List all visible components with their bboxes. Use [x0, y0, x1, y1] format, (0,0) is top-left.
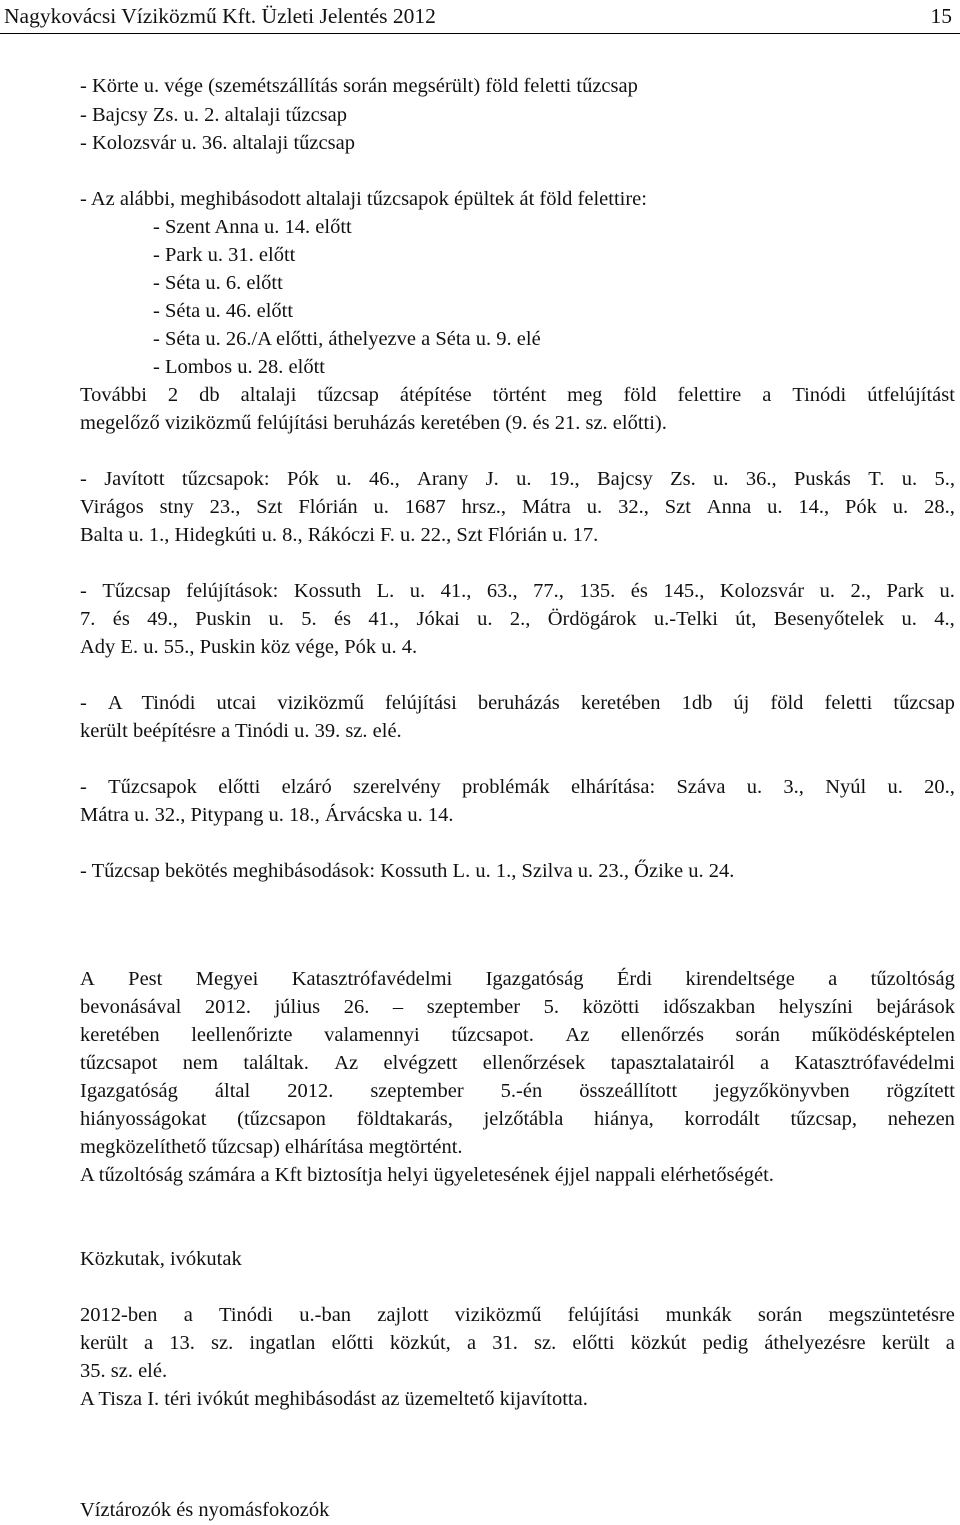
renewals-line: Ady E. u. 55., Puskin köz vége, Pók u. 4.: [80, 636, 418, 658]
repaired-line: Virágos stny 23., Szt Flórián u. 1687 hrsz., Mátra u. 32., Szt Anna u. 14., Pók u. 28.,: [80, 496, 955, 518]
page-number: 15: [930, 4, 952, 28]
renewals-line: 7. és 49., Puskin u. 5. és 41., Jókai u. 2., Ördögárok u.-Telki út, Besenyőtelek u. 4.,: [80, 608, 955, 630]
rebuilt-intro: - Az alábbi, meghibásodott altalaji tűzcsapok épültek át föld felettire:: [80, 188, 647, 210]
inspection-line: keretében leellenőrizte valamennyi tűzcsapot. Az ellenőrzés során működésképtelen: [80, 1024, 955, 1046]
wells-line: került a 13. sz. ingatlan előtti közkút, a 31. sz. előtti közkút pedig áthelyezésre került a: [80, 1332, 955, 1354]
wells-line: 2012-ben a Tinódi u.-ban zajlott viziközmű felújítási munkák során megszüntetésre: [80, 1304, 955, 1326]
valve-problems-line: Mátra u. 32., Pitypang u. 18., Árvácska u. 14.: [80, 804, 454, 826]
wells-repair-line: A Tisza I. téri ivókút meghibásodást az üzemeltető kijavította.: [80, 1388, 588, 1410]
hydrant-item: - Körte u. vége (szemétszállítás során megsérült) föld feletti tűzcsap: [80, 75, 638, 97]
valve-problems-line: - Tűzcsapok előtti elzáró szerelvény problémák elhárítása: Száva u. 3., Nyúl u. 20.,: [80, 776, 955, 798]
page-header: [0, 0, 960, 34]
new-hydrant-line: - A Tinódi utcai viziközmű felújítási beruházás keretében 1db új föld feletti tűzcsap: [80, 692, 955, 714]
inspection-line: hiányosságokat (tűzcsapon földtakarás, jelzőtábla hiánya, korrodált tűzcsap, nehezen: [80, 1108, 955, 1130]
connection-faults: - Tűzcsap bekötés meghibásodások: Kossuth L. u. 1., Szilva u. 23., Őzike u. 24.: [80, 860, 735, 882]
rebuilt-item: - Séta u. 6. előtt: [153, 272, 283, 294]
renewals-line: - Tűzcsap felújítások: Kossuth L. u. 41., 63., 77., 135. és 145., Kolozsvár u. 2., Park u.: [80, 580, 955, 602]
inspection-line: tűzcsapot nem találtak. Az elvégzett ellenőrzések tapasztalatairól a Katasztrófavédelmi: [80, 1052, 955, 1074]
repaired-line: Balta u. 1., Hidegkúti u. 8., Rákóczi F. u. 22., Szt Flórián u. 17.: [80, 524, 599, 546]
wells-line: 35. sz. elé.: [80, 1360, 168, 1382]
inspection-line: Igazgatóság által 2012. szeptember 5.-én összeállított jegyzőkönyvben rögzített: [80, 1080, 955, 1102]
duty-line: A tűzoltóság számára a Kft biztosítja helyi ügyeletesének éjjel nappali elérhetőségét.: [80, 1164, 774, 1186]
rebuilt-item: - Park u. 31. előtt: [153, 244, 296, 266]
new-hydrant-line: került beépítésre a Tinódi u. 39. sz. elé.: [80, 720, 402, 742]
section-heading-wells: Közkutak, ivókutak: [80, 1248, 242, 1270]
header-title: Nagykovácsi Víziközmű Kft. Üzleti Jelentés 2012: [4, 4, 436, 28]
hydrant-item: - Bajcsy Zs. u. 2. altalaji tűzcsap: [80, 104, 347, 126]
rebuilt-item: - Szent Anna u. 14. előtt: [153, 216, 352, 238]
repaired-line: - Javított tűzcsapok: Pók u. 46., Arany J. u. 19., Bajcsy Zs. u. 36., Puskás T. u. 5.,: [80, 468, 955, 490]
inspection-line: megközelíthető tűzcsap) elhárítása megtörtént.: [80, 1136, 463, 1158]
section-heading-reservoirs: Víztározók és nyomásfokozók: [80, 1499, 330, 1521]
inspection-line: A Pest Megyei Katasztrófavédelmi Igazgatóság Érdi kirendeltsége a tűzoltóság: [80, 968, 955, 990]
tinodi-paragraph-line: További 2 db altalaji tűzcsap átépítése történt meg föld felettire a Tinódi útfelújítást: [80, 384, 955, 406]
rebuilt-item: - Séta u. 26./A előtti, áthelyezve a Séta u. 9. elé: [153, 328, 541, 350]
hydrant-item: - Kolozsvár u. 36. altalaji tűzcsap: [80, 132, 355, 154]
tinodi-paragraph-line: megelőző viziközmű felújítási beruházás keretében (9. és 21. sz. előtti).: [80, 412, 667, 434]
rebuilt-item: - Séta u. 46. előtt: [153, 300, 294, 322]
rebuilt-item: - Lombos u. 28. előtt: [153, 356, 325, 378]
inspection-line: bevonásával 2012. július 26. – szeptember 5. közötti időszakban helyszíni bejárások: [80, 996, 955, 1018]
